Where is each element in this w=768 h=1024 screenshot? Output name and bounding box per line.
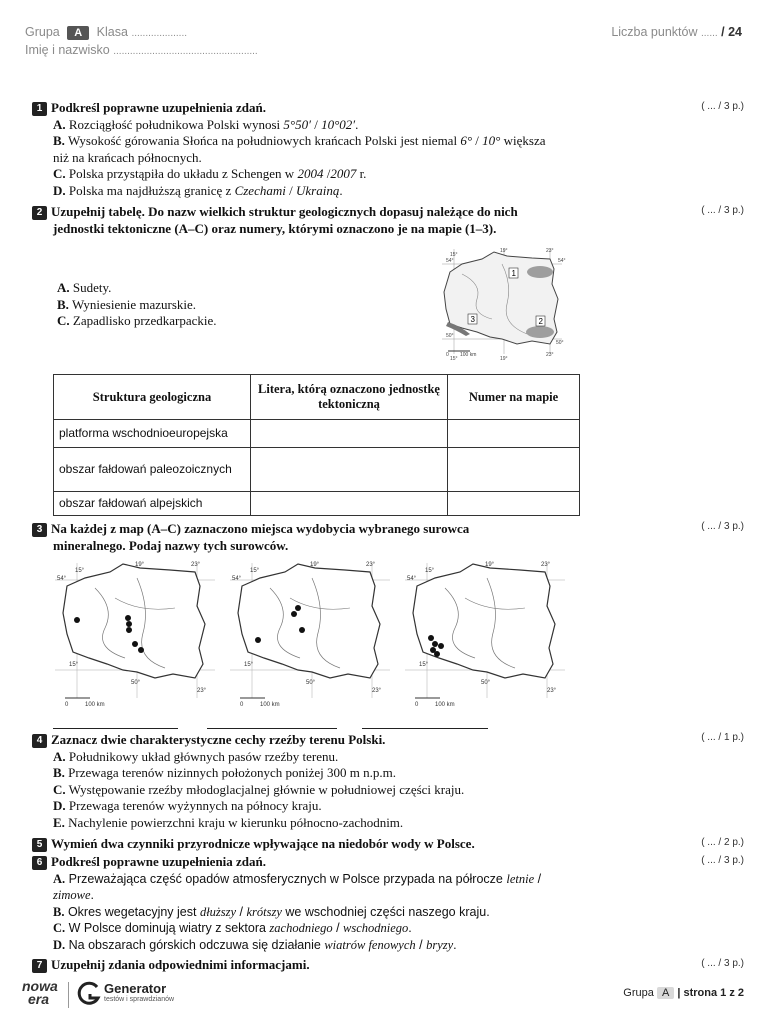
question-number: 7 <box>32 959 47 973</box>
choice[interactable]: 5°50′ <box>283 116 311 132</box>
svg-text:23°: 23° <box>366 562 376 568</box>
choice[interactable]: Ukrainą <box>295 182 340 198</box>
deposit-dot <box>126 621 132 627</box>
svg-text:100 km: 100 km <box>460 352 477 358</box>
option-a[interactable]: A. Południkowy układ głównych pasów rzeźby terenu. <box>53 748 339 764</box>
question-number: 2 <box>32 206 47 220</box>
choice[interactable]: zimowe <box>53 888 91 902</box>
q3-points: ( ... / 3 p.) <box>701 521 744 532</box>
q6-points: ( ... / 3 p.) <box>701 855 744 866</box>
q4-points: ( ... / 1 p.) <box>701 732 744 743</box>
svg-text:15°: 15° <box>75 568 85 574</box>
choice[interactable]: 10° <box>482 133 501 148</box>
svg-text:19°: 19° <box>310 562 320 568</box>
map-a <box>55 563 215 698</box>
number-cell[interactable] <box>448 492 580 516</box>
option-e[interactable]: E. Nachylenie powierzchni kraju w kierunku północno-zachodnim. <box>53 814 404 830</box>
deposit-dot <box>291 611 297 617</box>
svg-text:19°: 19° <box>135 562 145 568</box>
svg-text:0: 0 <box>446 352 449 358</box>
svg-text:23°: 23° <box>547 688 557 694</box>
option-d: D. Na obszarach górskich odczuwa się działanie wiatrów fenowych / bryzy. <box>53 937 457 952</box>
table-row <box>54 448 580 492</box>
deposit-dot <box>434 651 440 657</box>
svg-text:100 km: 100 km <box>435 702 455 708</box>
svg-text:23°: 23° <box>541 562 551 568</box>
option-d[interactable]: D. Przewaga terenów wyżynnych na północy kraju. <box>53 798 322 813</box>
q2-points: ( ... / 3 p.) <box>701 205 744 216</box>
question-number: 6 <box>32 856 47 870</box>
choice[interactable]: wschodniego <box>343 921 409 935</box>
letter-cell[interactable] <box>251 492 448 516</box>
structure-name: obszar fałdowań alpejskich <box>54 492 251 516</box>
choice[interactable]: bryzy <box>426 937 454 952</box>
svg-text:23°: 23° <box>191 562 201 568</box>
name-field[interactable]: .................................................... <box>113 46 258 57</box>
svg-text:19°: 19° <box>500 248 508 254</box>
number-cell[interactable] <box>448 420 580 448</box>
option-c: C. Polska przystąpiła do układu z Schengen w 2004 /2007 r. <box>53 166 367 181</box>
choice[interactable]: 10°02′ <box>321 116 356 132</box>
svg-text:23°: 23° <box>197 688 207 694</box>
table-header: Litera, którą oznaczono jednostkę tektoniczną <box>251 375 448 420</box>
tectonic-map <box>432 244 572 362</box>
table-header: Numer na mapie <box>448 375 580 420</box>
question-3 <box>32 521 592 554</box>
deposit-dot <box>125 615 131 621</box>
question-1 <box>32 100 552 199</box>
deposit-dot <box>132 641 138 647</box>
svg-text:54°: 54° <box>232 576 242 582</box>
svg-text:54°: 54° <box>558 258 566 264</box>
choice[interactable]: wiatrów fenowych <box>324 937 416 952</box>
question-title: Podkreśl poprawne uzupełnienia zdań. <box>51 100 267 115</box>
svg-text:50°: 50° <box>131 680 141 686</box>
q5-points: ( ... / 2 p.) <box>701 837 744 848</box>
deposit-dot <box>295 605 301 611</box>
svg-text:19°: 19° <box>485 562 495 568</box>
choice[interactable]: dłuższy <box>199 904 237 919</box>
resource-maps <box>55 558 565 708</box>
svg-text:100 km: 100 km <box>85 702 105 708</box>
choice[interactable]: krótszy <box>246 904 282 919</box>
choice[interactable]: 6° <box>460 133 473 148</box>
choice[interactable]: zachodniego <box>269 921 333 935</box>
svg-text:15°: 15° <box>244 662 254 668</box>
header-points <box>611 25 742 39</box>
points-field[interactable]: ...... <box>700 28 718 39</box>
svg-text:50°: 50° <box>481 680 491 686</box>
question-title-line1: Na każdej z map (A–C) zaznaczono miejsca wydobycia wybranego surowca <box>51 521 470 536</box>
option-a: A. Rozciągłość południkowa Polski wynosi 5°50′ / 10°02′. <box>53 116 359 132</box>
deposit-dot <box>438 643 444 649</box>
q1-points: ( ... / 3 p.) <box>701 101 744 112</box>
question-2 <box>32 204 592 237</box>
question-7 <box>32 957 552 974</box>
choice[interactable]: letnie <box>506 871 535 886</box>
deposit-dot <box>432 641 438 647</box>
option-a: A. Przeważająca część opadów atmosferycznych w Polsce przypada na półrocze letnie / zimowe. <box>53 871 542 902</box>
question-title: Uzupełnij zdania odpowiednimi informacjami. <box>51 957 310 972</box>
class-field[interactable]: .................... <box>131 28 188 39</box>
deposit-dot <box>299 627 305 633</box>
svg-text:50°: 50° <box>446 333 454 339</box>
option-b: B. Okres wegetacyjny jest dłuższy / krótszy we wschodniej części naszego kraju. <box>53 904 490 919</box>
answer-line-a[interactable] <box>53 728 178 729</box>
nowa-era-logo: nowa era <box>22 978 58 1007</box>
question-number: 5 <box>32 838 47 852</box>
question-title-line1: Uzupełnij tabelę. Do nazw wielkich struktur geologicznych dopasuj należące do nich <box>51 204 518 219</box>
svg-text:23°: 23° <box>546 248 554 254</box>
svg-text:0: 0 <box>415 702 419 708</box>
svg-text:15°: 15° <box>425 568 435 574</box>
structure-name: obszar fałdowań paleozoicznych <box>54 448 251 492</box>
question-5 <box>32 836 552 853</box>
map-number-1: 1 <box>511 269 516 278</box>
area-1 <box>527 266 553 278</box>
group-label: Grupa <box>25 25 60 39</box>
deposit-dot <box>74 617 80 623</box>
svg-text:100 km: 100 km <box>260 702 280 708</box>
svg-text:54°: 54° <box>446 258 454 264</box>
points-label: Liczba punktów <box>611 25 698 39</box>
choice[interactable]: Czechami <box>234 182 286 198</box>
table-header-row <box>54 375 580 420</box>
svg-text:50°: 50° <box>306 680 316 686</box>
svg-text:15°: 15° <box>450 252 458 258</box>
choice[interactable]: 2007 <box>330 166 357 181</box>
deposit-dot <box>126 627 132 633</box>
footer-group-badge: A <box>657 987 674 999</box>
option-d: D. Polska ma najdłuższą granicę z Czechami / Ukrainą. <box>53 182 343 198</box>
option-b: B. Wysokość górowania Słońca na południowych krańcach Polski jest niemal 6° / 10° większa niż na krańcach północnych. <box>53 133 546 165</box>
deposit-dot <box>138 647 144 653</box>
unit-b: B. Wyniesienie mazurskie. <box>57 296 197 312</box>
generator-brand: Generator testów i sprawdzianów <box>104 981 175 1003</box>
question-title: Wymień dwa czynniki przyrodnicze wpływające na niedobór wody w Polsce. <box>51 836 475 851</box>
letter-cell[interactable] <box>251 448 448 492</box>
answer-line-c[interactable] <box>362 728 488 729</box>
deposit-dot <box>255 637 261 643</box>
group-badge: A <box>67 26 89 40</box>
generator-logo-icon <box>77 981 101 1007</box>
table-row <box>54 420 580 448</box>
unit-c: C. Zapadlisko przedkarpackie. <box>57 313 217 328</box>
svg-text:23°: 23° <box>372 688 382 694</box>
points-total: / 24 <box>721 25 742 39</box>
svg-text:15°: 15° <box>450 356 458 362</box>
answer-line-b[interactable] <box>207 728 337 729</box>
map-number-2: 2 <box>538 317 543 326</box>
area-2 <box>526 326 554 338</box>
map-c <box>405 563 565 698</box>
svg-text:15°: 15° <box>250 568 260 574</box>
header-name-line <box>25 43 258 57</box>
page-footer-info: Grupa A | strona 1 z 2 <box>623 987 744 999</box>
question-number: 3 <box>32 523 47 537</box>
footer-divider <box>68 982 69 1008</box>
question-title-line2: jednostki tektoniczne (A–C) oraz numery, którymi oznaczono je na mapie (1–3). <box>53 220 497 236</box>
class-label: Klasa <box>96 25 128 39</box>
header-group-line <box>25 25 187 40</box>
map-b <box>230 563 390 698</box>
structure-name: platforma wschodnioeuropejska <box>54 420 251 448</box>
svg-text:0: 0 <box>240 702 244 708</box>
svg-text:0: 0 <box>65 702 69 708</box>
option-b[interactable]: B. Przewaga terenów nizinnych położonych poniżej 300 m n.p.m. <box>53 765 396 780</box>
option-c[interactable]: C. Występowanie rzeźby młodoglacjalnej głównie w południowej części kraju. <box>53 781 465 797</box>
map-number-3: 3 <box>470 315 475 324</box>
question-6 <box>32 854 552 953</box>
name-label: Imię i nazwisko <box>25 43 110 57</box>
question-title: Zaznacz dwie charakterystyczne cechy rzeźby terenu Polski. <box>51 732 386 747</box>
q7-points: ( ... / 3 p.) <box>701 958 744 969</box>
svg-text:15°: 15° <box>69 662 79 668</box>
question-title: Podkreśl poprawne uzupełnienia zdań. <box>51 854 267 869</box>
table-row <box>54 492 580 516</box>
letter-cell[interactable] <box>251 420 448 448</box>
unit-a: A. Sudety. <box>57 280 112 295</box>
number-cell[interactable] <box>448 448 580 492</box>
svg-text:15°: 15° <box>419 662 429 668</box>
question-number: 1 <box>32 102 47 116</box>
svg-text:19°: 19° <box>500 356 508 362</box>
choice[interactable]: 2004 <box>297 166 324 181</box>
option-c: C. W Polsce dominują wiatry z sektora zachodniego / wschodniego. <box>53 921 412 935</box>
question-title-line2: mineralnego. Podaj nazwy tych surowców. <box>53 537 289 553</box>
svg-text:23°: 23° <box>546 352 554 358</box>
svg-text:54°: 54° <box>57 576 67 582</box>
question-4 <box>32 732 552 831</box>
deposit-dot <box>428 635 434 641</box>
geology-table <box>53 374 580 516</box>
table-header: Struktura geologiczna <box>54 375 251 420</box>
svg-text:50°: 50° <box>556 340 564 346</box>
svg-text:54°: 54° <box>407 576 417 582</box>
question-number: 4 <box>32 734 47 748</box>
